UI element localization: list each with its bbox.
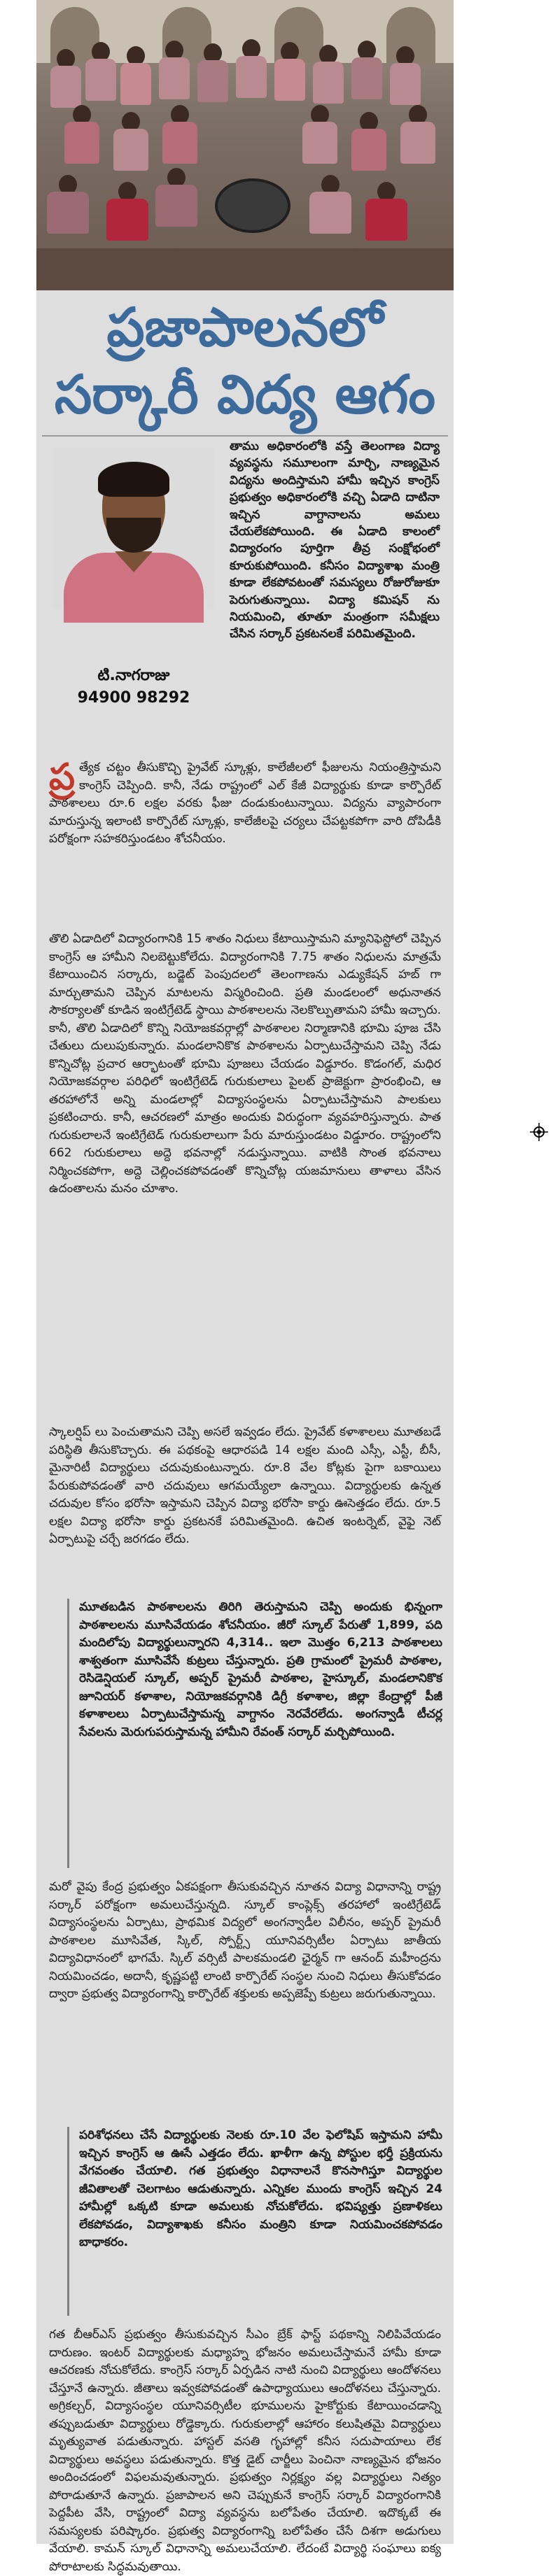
drop-cap: ప్ర — [49, 756, 75, 798]
author-byline — [53, 665, 214, 709]
student-figure — [274, 42, 305, 101]
article-paragraph: గత బీఆర్ఎస్ ప్రభుత్వం తీసుకువచ్చిన సీఎం బ్రేక్ ఫాస్ట్ పథకాన్ని నిలిపివేయడం దారుణం. ఇంటర్ విద్యార్థులకు మధ్యాహ్న భోజనం అమలుచేస్తామనే హామీ కూడా ఆచరణకు నోచుకోలేదు. కాంగ్రెస్ సర్కార్ ఏర్పడిన నాటి నుంచి విద్యార్థులు ఆందోళనలు చేస్తూనే ఉన్నారు. జీతాలు ఇవ్వకపోవడంతో ఉపాధ్యాయులు ఆందోళనలు చేస్తున్నారు. అగ్రికల్చర్, విద్యాసంస్థల యూనివర్సిటీల భూములను హైకోర్టుకు కేటాయించడాన్ని తప్పుబడుతూ విద్యార్థులు రోడ్డెక్కారు. గురుకులాల్లో ఆహారం కలుషితమై విద్యార్థులు మృత్యువాత పడుతున్నారు. హాస్టల్ వసతి గృహాల్లో కనీస సదుపాయాలు లేక విద్యార్థులు అవస్థలు పడుతున్నారు. కొత్త డైట్ చార్జీలు పెంచినా నాణ్యమైన భోజనం అందించడంలో విఫలమవుతున్నారు. ప్రభుత్వం నిర్లక్ష్యం వల్ల విద్యార్థులు నిత్యం పోరాడుతూనే ఉన్నారు. ప్రజాపాలన అని చెప్పుకునే కాంగ్రెస్ సర్కార్ విద్యారంగానికి పెద్దపీట వేసి, రాష్ట్రంలో విద్యా వ్యవస్థను బలోపేతం చేయాలి. ఇదొక్కటే ఈ సమస్యలకు పరిష్కారం. ప్రభుత్వ విద్యారంగాన్ని బలోపేతం చేసే దిశగా అడుగులు వేయాలి. కామన్ స్కూల్ విధానాన్ని అమలుచేయాలి. లేదంటే విద్యార్థి సంఘాలు ఐక్య పోరాటాలకు సిద్ధమవుతాయి. — [49, 2328, 441, 2574]
highlight-box: పరిశోధనలు చేసే విద్యార్థులకు నెలకు రూ.10 వేల ఫెలోషిప్ ఇస్తామని హామీ ఇచ్చిన కాంగ్రెస్ ఆ ఊసే ఎత్తడం లేదు. ఖాళీగా ఉన్న పోస్టుల భర్తీ ప్రక్రియను వేగవంతం చేయాలి. గత ప్రభుత్వం విధానాలనే కొనసాగిస్తూ విద్యార్థుల జీవితాలతో చెలగాటం ఆడుతున్నారు. ఎన్నికల ముందు కాంగ్రెస్ ఇచ్చిన 24 హామీల్లో ఒక్కటి కూడా అమలుకు నోచుకోలేదు. భవిష్యత్తు ప్రణాళికలు లేకపోవడం, విద్యాశాఖకు కనీసం మంత్రిని కూడా నియమించకపోవడం బాధాకరం. — [67, 2127, 442, 2316]
student-figure — [197, 43, 228, 102]
student-figure — [120, 46, 151, 105]
headline-line: ప్రజాపాలనలో — [106, 296, 384, 358]
student-figure — [155, 168, 197, 238]
student-figure — [162, 105, 197, 168]
student-figure — [390, 46, 421, 105]
registration-mark-icon — [530, 1123, 548, 1141]
student-figure — [106, 182, 148, 252]
author-photo — [53, 448, 214, 609]
paragraph-text: త్యేక చట్టం తీసుకొచ్చి ప్రైవేట్ స్కూళ్లు, కాలేజీలలో ఫీజులను నియంత్రిస్తామని కాంగ్రెస్ చెప్పింది. కానీ, నేడు రాష్ట్రంలో ఎల్ కేజీ విద్యార్థుకు కూడా కార్పొరేట్ పాఠశాలలు రూ.6 లక్షల వరకు ఫీజు దండుకుంటున్నాయి. విద్యను వ్యాపారంగా మారుస్తున్న ఇలాంటి కార్పొరేట్ స్కూళ్లు, కాలేజీలపై చర్యలు చేపట్టకపోగా వారి దోపిడీకి పరోక్షంగా సహకరిస్తుండటం శోచనీయం. — [49, 760, 441, 846]
students-photo — [36, 0, 454, 290]
student-figure — [85, 42, 116, 101]
student-figure — [113, 112, 148, 175]
student-figure — [236, 39, 267, 98]
divider — [42, 435, 448, 437]
headline-line: సర్కారీ విద్య ఆగం — [54, 363, 436, 425]
newspaper-clipping — [36, 0, 454, 2574]
article-paragraph: మరో వైపు కేంద్ర ప్రభుత్వం ఏకపక్షంగా తీసుకువచ్చిన నూతన విద్యా విధానాన్ని రాష్ట్ర సర్కార్ పరోక్షంగా అమలుచేస్తున్నది. స్కూల్ కాంప్లెక్స్ తరహాలో ఇంటిగ్రేటెడ్ విద్యాసంస్థలను ఏర్పాటు, ప్రాథమిక విద్యలో అంగన్వాడీల విలీనం, అప్పర్ ప్రైమరీ పాఠశాలల మూసివేత, స్కిల్, స్పోర్ట్స్ యూనివర్సిటీల ఏర్పాటు జాతీయ విద్యావిధానంలో భాగమే. స్కిల్ వర్సిటీ పాలకమండలి ఛైర్మన్ గా ఆనంద్ మహీంద్రను నియమించడం, అదానీ, కృష్ణపట్టి లాంటి కార్పొరేట్ సంస్థల నుంచి నిధులు తీసుకోవడం ద్వారా ప్రభుత్వ విద్యారంగాన్ని కార్పొరేట్ శక్తులకు అప్పజెప్పే కుట్రలు జరుగుతున్నాయి. — [49, 1880, 441, 2001]
article-paragraph: స్కాలర్షిప్ లు పెంచుతామని చెప్పి అసలే ఇవ్వడం లేదు. ప్రైవేట్ కళాశాలలు మూతబడే పరిస్థితి తీసుకొచ్చారు. ఈ పథకంపై ఆధారపడి 14 లక్షల మంది ఎస్సీ, ఎస్టీ, బీసీ, మైనారిటీ విద్యార్థులు చదువుకుంటున్నారు. రూ.8 వేల కోట్లకు పైగా బకాయిలు పేరుకుపోవడంతో వారి చదువులు ఆగమయ్యేలా ఉన్నాయి. విద్యార్థులకు ఉన్నత చదువుల కోసం భరోసా ఇస్తామని చెప్పిన విద్యా భరోసా కార్డు ఊసెత్తడం లేదు. రూ.5 లక్షల విద్యా భరోసా కార్డు ప్రకటనకే పరిమితమైంది. ఉచిత ఇంటర్నెట్, వైఫై నెట్ ఏర్పాటుపై చర్చే జరగడం లేదు. — [49, 1425, 441, 1546]
student-figure — [64, 105, 99, 168]
highlight-box: మూతబడిన పాఠశాలలను తిరిగి తెరుస్తామని చెప్పి అందుకు భిన్నంగా పాఠశాలలను మూసివేయడం శోచనీయం. జీరో స్కూల్ పేరుతో 1,899, పది మందిలోపు విద్యార్థులున్నారని 4,314.. ఇలా మొత్తం 6,213 పాఠశాలలు శాశ్వతంగా మూసివేసే కుట్రలు చేస్తున్నారు. ప్రతి గ్రామంలో ప్రైమరీ పాఠశాల, రెసిడెన్షియల్ స్కూల్, అప్పర్ ప్రైమరీ పాఠశాల, హైస్కూల్, మండలానికొక జూనియర్ కళాశాల, నియోజకవర్గానికి డిగ్రీ కళాశాల, జిల్లా కేంద్రాల్లో పీజీ కళాశాలలు ఏర్పాటుచేస్తామన్న వాగ్దానం నెరవేరలేదు. అంగన్వాడీ టీచర్ల సేవలను మెరుగుపరుస్తామన్న హామీని రేవంత్ సర్కార్ మర్చిపోయింది. — [67, 1599, 442, 1868]
author-phone: 94900 98292 — [77, 689, 190, 707]
student-figure — [47, 175, 89, 245]
article-intro: తాము అధికారంలోకి వస్తే తెలంగాణ విద్యా వ్యవస్థను సమూలంగా మార్చి, నాణ్యమైన విద్యను అందిస్తామని హామీ ఇచ్చిన కాంగ్రెస్ ప్రభుత్వం అధికారంలోకి వచ్చి ఏడాది దాటినా ఇచ్చిన వాగ్దానాలను అమలు చేయలేకపోయింది. ఈ ఏడాది కాలంలో విద్యారంగం పూర్తిగా తీవ్ర సంక్షోభంలో కూరుకుపోయింది. కనీసం విద్యాశాఖ మంత్రి కూడా లేకపోవటంతో సమస్యలు రోజురోజుకూ పెరుగుతున్నాయి. విద్యా కమిషన్ ను నియమించి, తూతూ మంత్రంగా సమీక్షలు చేసిన సర్కార్ ప్రకటనలకే పరిమితమైంది. — [230, 439, 440, 642]
headline — [36, 294, 454, 428]
student-figure — [159, 41, 190, 99]
article-paragraph — [49, 756, 441, 920]
student-figure — [351, 41, 382, 99]
student-figure — [351, 112, 386, 175]
student-figure — [365, 182, 407, 252]
floor — [36, 248, 454, 290]
author-name: టి.నాగరాజు — [97, 667, 170, 684]
student-figure — [309, 175, 351, 245]
cooking-pot — [215, 178, 290, 233]
student-figure — [50, 49, 81, 108]
student-figure — [313, 45, 344, 104]
student-figure — [400, 105, 435, 168]
student-figure — [302, 105, 337, 168]
article-paragraph: తొలి ఏడాదిలో విద్యారంగానికి 15 శాతం నిధులు కేటాయిస్తామని మ్యానిఫెస్టోలో చెప్పిన కాంగ్రెస్ ఆ హామీని నిలబెట్టుకోలేదు. విద్యారంగానికి 7.75 శాతం నిధులను మాత్రమే కేటాయించిన సర్కారు, బడ్జెట్ పెంపుదలలో తెలంగాణను ఎడ్యుకేషన్ హబ్ గా మార్చుతామని చెప్పిన మాటలను విస్మరించింది. ప్రతి మండలంలో అధునాతన సౌకర్యాలతో కూడిన ఇంటిగ్రేటెడ్ స్థాయి పాఠశాలలను నెలకొల్పుతామని హామీ ఇచ్చారు. కానీ, తొలి ఏడాదిలో కొన్ని నియోజకవర్గాల్లో పాఠశాలల నిర్మాణానికి భూమి పూజ చేసి చేతులు దులుపుకున్నారు. మండలానికొక పాఠశాలను ఏర్పాటుచేస్తామని చెప్పి నేడు కొన్నిచోట్ల ప్రచార ఆర్భాటంతో భూమి పూజలు చేయడం విడ్డూరం. కొడంగల్, మధిర నియోజకవర్గాల పరిధిలో ఇంటిగ్రేటెడ్ గురుకులాలు పైలట్ ప్రాజెక్టుగా ప్రారంభించి, ఆ తరహాలోనే అన్ని మండలాల్లో విద్యాసంస్థలను ఏర్పాటుచేస్తామని పాలకులు ప్రకటించారు. కానీ, ఆచరణలో మాత్రం అందుకు విరుద్ధంగా వ్యవహరిస్తున్నారు. పాత గురుకులాలనే ఇంటిగ్రేటెడ్ గురుకులాలుగా పేరు మారుస్తుండటం విడ్డూరం. రాష్ట్రంలోని 662 గురుకులాలు అద్దె భవనాల్లో నడుస్తున్నాయి. వాటికి సొంత భవనాలు నిర్మించకపోగా, అద్దె చెల్లించకపోవడంతో కొన్నిచోట్ల యజమానులు తాళాలు వేసిన ఉదంతాలను మనం చూశాం. — [49, 932, 441, 1196]
